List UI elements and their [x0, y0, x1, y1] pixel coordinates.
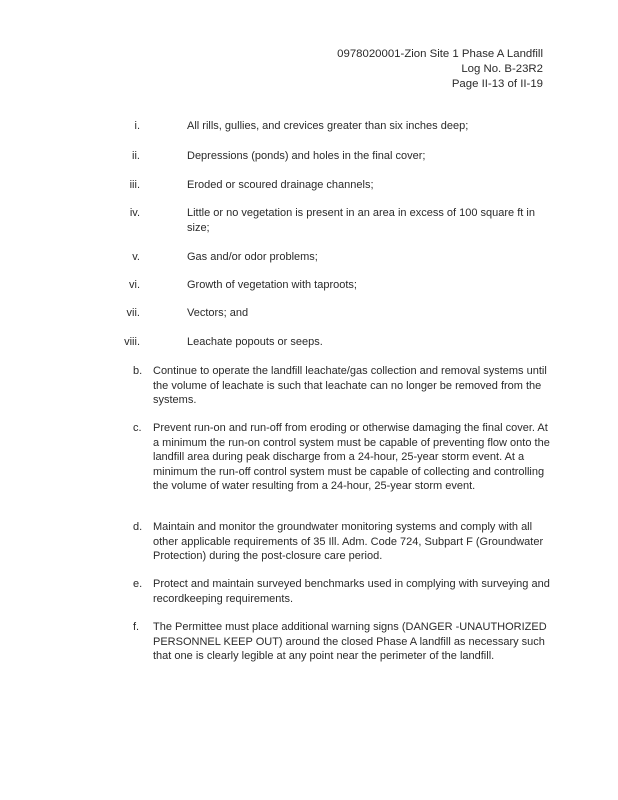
sub-item	[129, 178, 540, 193]
sub-item-number: vi.	[129, 279, 140, 291]
list-item-letter: e.	[133, 578, 143, 590]
list-item-text: Maintain and monitor the groundwater monitoring systems and comply with all other applicable requirements of 35 Ill. Adm. Code 724, Subpart F (Groundwater Protection) during the post-closure care period.	[153, 521, 544, 563]
list-item-text: Protect and maintain surveyed benchmarks used in complying with surveying and recordkeeping requirements.	[153, 578, 550, 605]
list-item	[133, 364, 553, 408]
list-item-text: Continue to operate the landfill leachate/gas collection and removal systems until the volume of leachate is such that leachate can no longer be removed from the systems.	[153, 365, 547, 407]
sub-item-number: iv.	[129, 207, 140, 219]
list-item-letter: c.	[133, 422, 142, 434]
list-item	[133, 620, 553, 664]
sub-item	[129, 206, 540, 235]
sub-item-text: All rills, gullies, and crevices greater than six inches deep;	[187, 120, 469, 132]
sub-item-text: Growth of vegetation with taproots;	[187, 279, 357, 291]
sub-item-number: v.	[132, 251, 140, 263]
list-item-text: Prevent run-on and run-off from eroding or otherwise damaging the final cover. At a minimum the run-on control system must be capable of preventing flow onto the landfill area during peak discharge from a 24-hour, 25-year storm event. At a minimum the run-off control system must be capable of collecting and controlling the volume of water resulting from a 24-hour, 25-year storm event.	[153, 422, 550, 493]
list-item	[133, 520, 553, 564]
list-item-letter: b.	[133, 365, 143, 377]
sub-item-text: Depressions (ponds) and holes in the final cover;	[187, 150, 426, 162]
list-item	[133, 421, 553, 494]
list-item-letter: f.	[133, 621, 140, 633]
sub-item-number: vii.	[126, 307, 140, 319]
page-header	[337, 47, 543, 91]
sub-item-text: Vectors; and	[187, 307, 249, 319]
list-item-text: The Permittee must place additional warning signs (DANGER -UNAUTHORIZED PERSONNEL KEEP OUT) around the closed Phase A landfill as necessary such that one is clearly legible at any point near the perimeter of the landfill.	[153, 621, 547, 663]
sub-item-number: viii.	[124, 336, 140, 348]
sub-item	[134, 119, 540, 134]
sub-item-text: Leachate popouts or seeps.	[187, 336, 323, 348]
sub-item	[132, 250, 540, 265]
sub-item	[129, 278, 540, 293]
document-id: 0978020001-Zion Site 1 Phase A Landfill	[337, 48, 543, 60]
sub-item-number: i.	[134, 120, 140, 132]
page-number: Page II-13 of II-19	[451, 77, 543, 90]
list-item	[133, 577, 553, 606]
sub-item-number: ii.	[132, 150, 140, 162]
log-number: Log No. B-23R2	[461, 62, 543, 75]
sub-item-text: Eroded or scoured drainage channels;	[187, 179, 374, 191]
sub-item	[124, 335, 540, 350]
sub-item-text: Gas and/or odor problems;	[187, 251, 318, 263]
sub-item-number: iii.	[129, 179, 140, 191]
list-item-letter: d.	[133, 521, 143, 533]
sub-item	[126, 306, 540, 321]
sub-item	[132, 149, 540, 164]
sub-item-text: Little or no vegetation is present in an area in excess of 100 square ft in size;	[187, 207, 535, 234]
